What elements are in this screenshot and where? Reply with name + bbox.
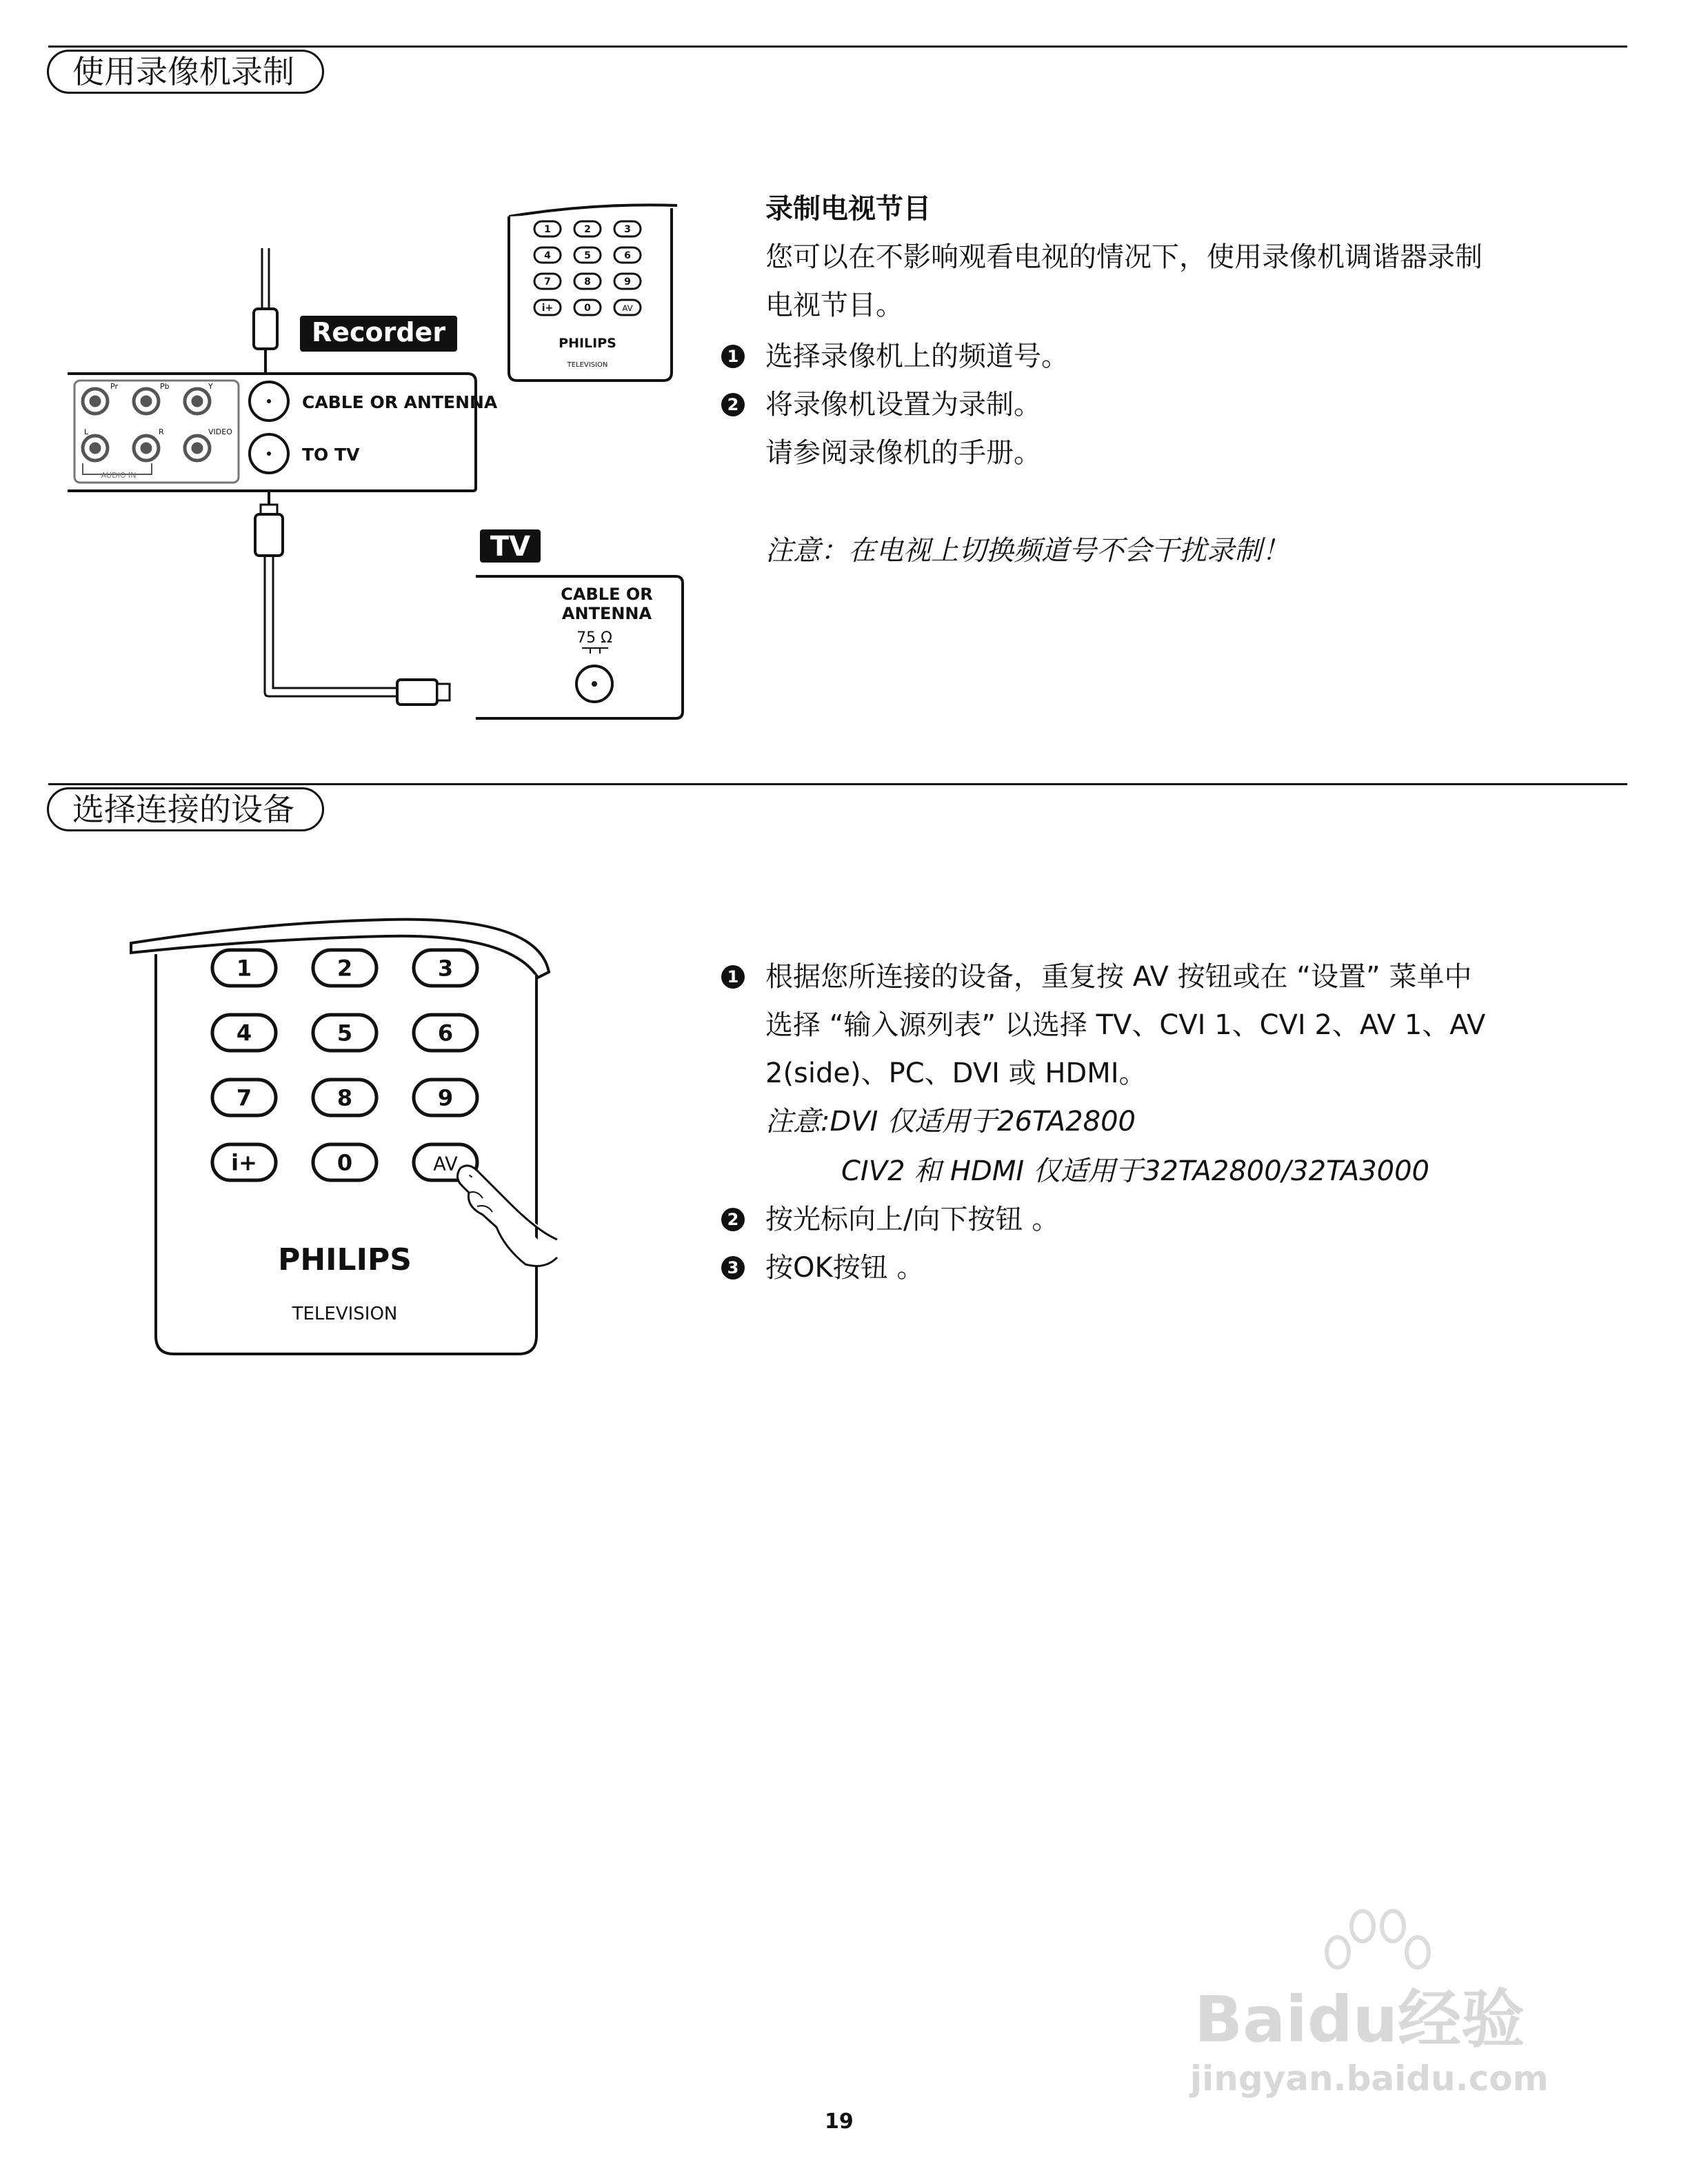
section2-step1-line2: 选择 “输入源列表” 以选择 TV、CVI 1、CVI 2、AV 1、AV — [765, 1009, 1486, 1041]
remote-key-label: 6 — [624, 250, 631, 262]
watermark-brand: Baidu经验 — [1194, 1983, 1525, 2056]
recorder-to-tv-cable — [265, 556, 397, 696]
section1-step1-marker: 1 — [721, 345, 745, 368]
remote-key-label: 1 — [544, 224, 551, 236]
section2-note-1: 注意:DVI 仅适用于26TA2800 — [765, 1106, 1136, 1138]
small-remote-brand: PHILIPS — [559, 336, 616, 351]
remote-key-label: 7 — [236, 1084, 252, 1111]
section2-note-2: CIV2 和 HDMI 仅适用于32TA2800/32TA3000 — [841, 1155, 1429, 1187]
section2-step3: 按OK按钮 。 — [765, 1252, 925, 1284]
top-cable-plug — [254, 309, 277, 349]
remote-key-label: 8 — [584, 276, 591, 288]
remote-key-label: 4 — [236, 1020, 252, 1046]
section2-step2-marker: 2 — [721, 1208, 745, 1231]
tv-port-label-1: CABLE OR — [561, 585, 653, 604]
tv-port-ohm: 75 Ω — [576, 629, 612, 647]
remote-key-label: 8 — [336, 1084, 353, 1111]
section2-step2: 按光标向上/向下按钮 。 — [765, 1204, 1060, 1235]
section1-intro-2: 电视节目。 — [765, 290, 903, 321]
remote-key-label: 9 — [437, 1084, 454, 1111]
remote-key-label: 2 — [584, 224, 591, 236]
remote-key-label: 5 — [336, 1020, 353, 1046]
remote-key-label: 0 — [584, 303, 591, 314]
audio-in-label: AUDIO IN — [101, 471, 137, 480]
jack-r-label: R — [159, 427, 164, 436]
section1-step2-note: 请参阅录像机的手册。 — [765, 437, 1041, 469]
section2-step1-line1: 根据您所连接的设备，重复按 AV 按钮或在 “设置” 菜单中 — [765, 961, 1472, 993]
section2-title: 选择连接的设备 — [47, 787, 324, 831]
section1-heading: 录制电视节目 — [765, 193, 931, 225]
to-tv-label: TO TV — [302, 445, 360, 465]
section2-step3-marker: 3 — [721, 1256, 745, 1280]
section1-step1: 选择录像机上的频道号。 — [765, 341, 1069, 372]
section1-intro-1: 您可以在不影响观看电视的情况下，使用录像机调谐器录制 — [765, 241, 1483, 273]
remote-key-label: 6 — [437, 1020, 454, 1046]
remote-key-label: i+ — [541, 303, 554, 314]
remote-key-label: i+ — [231, 1149, 257, 1176]
remote-key-label: 7 — [544, 276, 551, 288]
jack-video — [185, 436, 210, 461]
section1-step2-marker: 2 — [721, 393, 745, 416]
section2-step1-marker: 1 — [721, 965, 745, 989]
section1-title: 使用录像机录制 — [47, 50, 324, 94]
large-remote — [124, 903, 565, 1372]
jack-pb-label: Pb — [160, 382, 170, 391]
section1-step2: 将录像机设置为录制。 — [765, 389, 1041, 421]
small-remote-sub: TELEVISION — [567, 361, 608, 369]
paw-logo-icon — [1310, 1903, 1448, 1979]
remote-key-label: 2 — [336, 955, 353, 982]
tv-cable-plug — [397, 680, 437, 705]
jack-y — [185, 389, 210, 414]
remote-key-label: AV — [433, 1153, 458, 1175]
watermark-url: jingyan.baidu.com — [1190, 2059, 1549, 2099]
jack-pb — [134, 389, 159, 414]
remote-key-label: 3 — [437, 955, 454, 982]
jack-r — [134, 436, 159, 461]
recorder-to-tv-plug — [255, 514, 283, 556]
remote-key-label: 5 — [584, 250, 591, 262]
section1-note: 注意：在电视上切换频道号不会干扰录制！ — [765, 535, 1289, 567]
remote-key-label: 1 — [236, 955, 252, 982]
remote-key-label: 4 — [544, 250, 551, 262]
large-remote-brand: PHILIPS — [278, 1242, 412, 1277]
remote-key-label: 9 — [624, 276, 631, 288]
jack-y-label: Y — [208, 382, 213, 391]
jack-l — [83, 436, 108, 461]
remote-key-label: 3 — [624, 224, 631, 236]
cable-antenna-label: CABLE OR ANTENNA — [302, 392, 498, 412]
jack-pr-label: Pr — [110, 382, 118, 391]
page-number: 19 — [825, 2110, 854, 2134]
section1-rule — [48, 46, 1627, 48]
section2-step1-line3: 2(side)、PC、DVI 或 HDMI。 — [765, 1058, 1147, 1089]
jack-pr — [83, 389, 108, 414]
remote-key-label: AV — [622, 303, 633, 314]
recorder-label: Recorder — [311, 317, 446, 347]
section2-rule — [48, 783, 1627, 785]
tv-label: TV — [490, 531, 531, 563]
jack-l-label: L — [84, 427, 89, 436]
tv-port-label-2: ANTENNA — [561, 604, 652, 623]
small-remote — [496, 200, 683, 386]
jack-video-label: VIDEO — [208, 427, 232, 436]
large-remote-sub: TELEVISION — [292, 1304, 398, 1324]
remote-key-label: 0 — [336, 1149, 353, 1176]
